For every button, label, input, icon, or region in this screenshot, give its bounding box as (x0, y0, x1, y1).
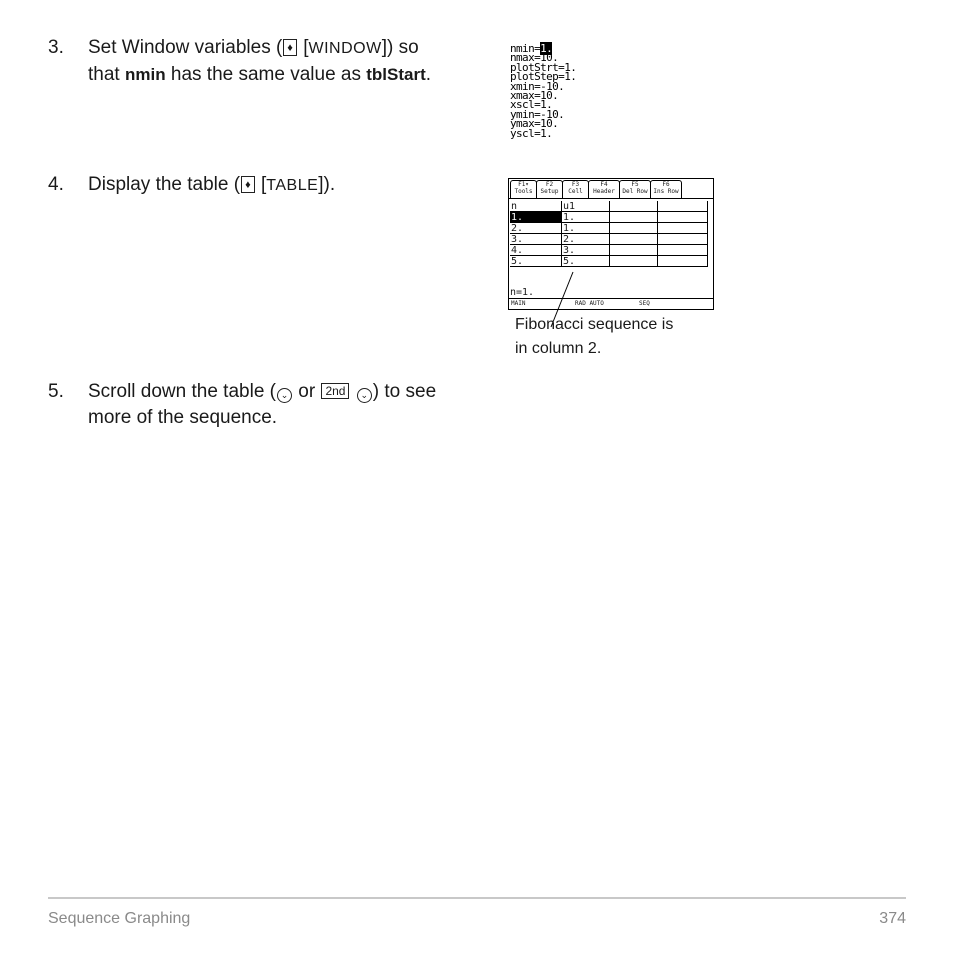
window-variable-line: xscl=1. (510, 98, 553, 112)
step-number: 3. (48, 37, 64, 58)
diamond-key-icon: ♦ (283, 39, 297, 56)
window-variable-line: plotStrt=1. (510, 60, 577, 74)
table-header-cell[interactable]: n (510, 201, 562, 212)
window-variable-line: xmin=-10. (510, 79, 565, 93)
table-cell[interactable]: 1. (562, 223, 610, 234)
table-cell[interactable]: 2. (510, 223, 562, 234)
footer-rule (48, 897, 906, 899)
down-arrow-key-icon: ⌄ (357, 388, 372, 403)
table-key-label: TABLE (266, 177, 319, 194)
table-cell[interactable]: 1. (510, 212, 562, 223)
2nd-key-icon: 2nd (321, 383, 349, 399)
selected-value: 1. (540, 42, 553, 55)
toolbar-button-f1[interactable]: F1▾ Tools (510, 180, 537, 199)
table-cell[interactable]: 3. (562, 245, 610, 256)
down-arrow-key-icon: ⌄ (277, 388, 292, 403)
nmin-term: nmin (124, 65, 166, 84)
table-header-cell[interactable]: u1 (562, 201, 610, 212)
table-cell[interactable]: 1. (562, 212, 610, 223)
toolbar-button-f5[interactable]: F5 Del Row (619, 180, 651, 199)
table-cell[interactable]: 5. (562, 256, 610, 267)
table-cell[interactable]: 2. (562, 234, 610, 245)
step-number: 4. (48, 174, 64, 195)
window-variable-line: plotStep=1. (510, 70, 577, 84)
window-variable-line: nmax=10. (510, 51, 559, 65)
window-key-label: WINDOW (308, 40, 382, 57)
footer-section-title: Sequence Graphing (48, 910, 191, 927)
window-variable-line: nmin=1. (510, 42, 553, 55)
entry-line: n=1. (510, 287, 535, 298)
step-text: Set Window variables ( ♦ [WINDOW]) so that nmin has the same value as tblStart. (88, 37, 432, 85)
window-variable-line: xmax=10. (510, 89, 559, 103)
toolbar-button-f2[interactable]: F2 Setup (536, 180, 563, 199)
diamond-key-icon: ♦ (241, 176, 255, 193)
toolbar-button-f4[interactable]: F4 Header (588, 180, 620, 199)
window-variable-line: ymax=10. (510, 117, 559, 131)
footer-page-number: 374 (879, 910, 906, 927)
step-text: Display the table ( ♦ [TABLE]). (88, 174, 336, 195)
toolbar-button-f6[interactable]: F6 Ins Row (650, 180, 682, 199)
status-angle: RAD AUTO (575, 300, 604, 307)
step-number: 5. (48, 381, 64, 402)
callout-note: Fibonacci sequence is in column 2. (515, 316, 674, 357)
tblstart-term: tblStart (366, 65, 426, 84)
toolbar-button-f3[interactable]: F3 Cell (562, 180, 589, 199)
window-variable-line: ymin=-10. (510, 107, 565, 121)
table-cell[interactable]: 5. (510, 256, 562, 267)
status-mode: MAIN (511, 300, 526, 307)
window-variable-line: yscl=1. (510, 126, 553, 140)
status-graph-mode: SEQ (639, 300, 650, 307)
step-text: Scroll down the table ( ⌄ or 2nd ⌄ ) to see more of the sequence. (88, 381, 437, 428)
table-cell[interactable]: 4. (510, 245, 562, 256)
table-cell[interactable]: 3. (510, 234, 562, 245)
